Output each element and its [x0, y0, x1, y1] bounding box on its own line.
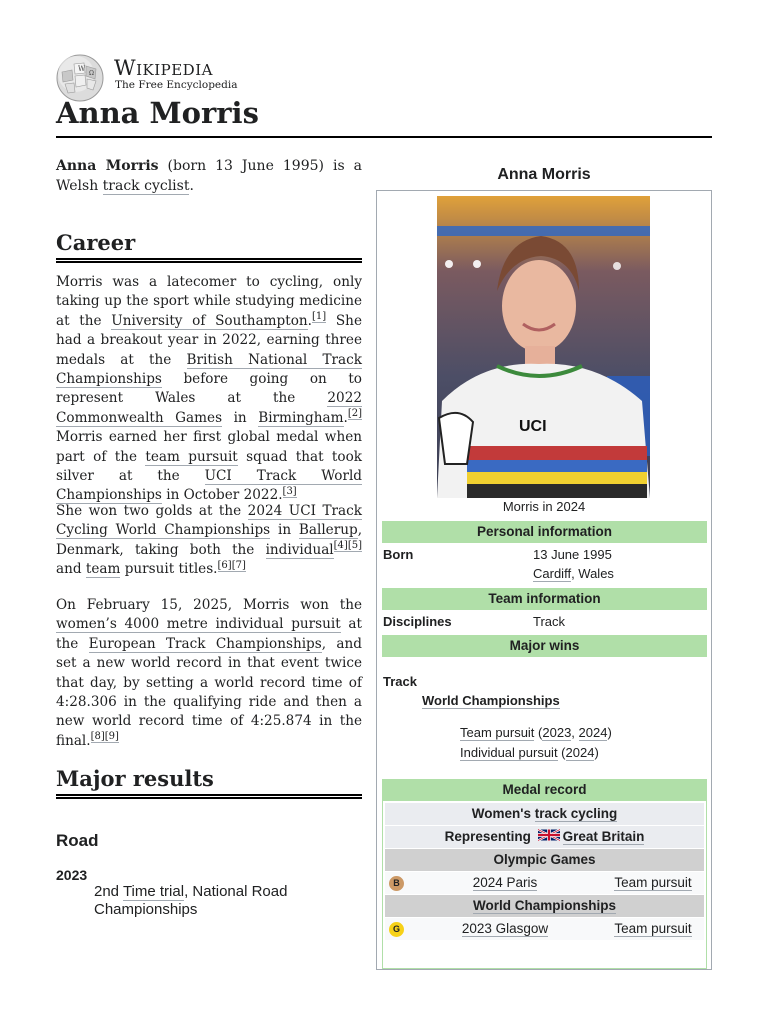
- section-heading-career: Career: [56, 230, 136, 255]
- wikipedia-globe-logo[interactable]: [56, 54, 104, 102]
- infobox-title: Anna Morris: [497, 166, 591, 183]
- link-individual[interactable]: individual: [265, 541, 334, 558]
- svg-text:W: W: [78, 65, 86, 73]
- result-prefix: 2nd: [94, 883, 123, 900]
- svg-text:UCI: UCI: [519, 418, 547, 435]
- section-heading-major-results: Major results: [56, 766, 214, 791]
- link-uci-track-world-championships[interactable]: UCI Track World Championships: [56, 468, 363, 504]
- link-european-track-championships[interactable]: European Track Championships: [88, 635, 322, 652]
- p2-text: She won two golds at the: [56, 503, 248, 519]
- label-track: Track: [383, 674, 417, 689]
- win2-paren: ): [594, 745, 599, 760]
- ref-2[interactable]: [2]: [347, 408, 362, 420]
- band-medal-record: Medal record: [382, 779, 707, 801]
- band-team-information: Team information: [382, 588, 707, 610]
- wc-event-cell: [425, 918, 585, 940]
- win1-paren: ): [607, 725, 612, 740]
- title-divider: [56, 136, 712, 138]
- olympics-discipline-cell: [593, 872, 713, 894]
- medal-row-sport: [385, 803, 704, 825]
- win1-paren: (: [534, 725, 543, 740]
- ref-3[interactable]: [3]: [282, 485, 297, 497]
- p3-text: at the: [56, 616, 363, 652]
- link-2023-glasgow[interactable]: 2023 Glasgow: [461, 921, 549, 936]
- ref-7[interactable]: [7]: [231, 559, 246, 571]
- medal-record-table: [382, 779, 707, 969]
- link-2024-uci-track-cycling-world-championships[interactable]: 2024 UCI Track Cycling World Championships: [56, 503, 362, 539]
- career-divider: [56, 258, 362, 263]
- infobox-photo[interactable]: [437, 196, 650, 498]
- link-olympics-team-pursuit[interactable]: Team pursuit: [614, 875, 692, 890]
- link-womens-4000m-individual-pursuit[interactable]: women’s 4000 metre individual pursuit: [56, 616, 341, 633]
- p2-text: in: [270, 522, 299, 539]
- medal-row-wc-entry: [385, 918, 704, 940]
- win-individual-pursuit: [460, 745, 599, 760]
- result-suffix: , National Road Championships: [94, 883, 288, 918]
- born-place-rest: , Wales: [571, 566, 614, 581]
- link-world-championships[interactable]: World Championships: [422, 693, 560, 708]
- p1-text: She had a breakout year in 2022, earning three medals at the: [56, 312, 362, 368]
- link-ballerup[interactable]: Ballerup: [298, 522, 358, 539]
- p1-text: .: [343, 409, 348, 426]
- p1-text: in October 2022.: [161, 487, 283, 504]
- label-disciplines: Disciplines: [383, 614, 452, 629]
- medal-row-olympic-games: Olympic Games: [385, 849, 704, 871]
- p2-text: , Denmark, taking both the: [56, 522, 363, 558]
- link-great-britain[interactable]: Great Britain: [562, 829, 645, 844]
- link-win-individual-pursuit[interactable]: Individual pursuit: [460, 745, 558, 760]
- medal-row-world-championships: [385, 895, 704, 917]
- wins-world-championships: [422, 693, 560, 708]
- link-medal-world-championships[interactable]: World Championships: [472, 898, 616, 913]
- infobox-caption: Morris in 2024: [502, 499, 586, 514]
- wikipedia-wordmark[interactable]: Wikipedia: [114, 56, 213, 80]
- gold-medal-icon: G: [389, 922, 404, 937]
- infobox: [376, 190, 712, 970]
- career-paragraph-3: [56, 596, 362, 751]
- link-wc-team-pursuit[interactable]: Team pursuit: [614, 921, 692, 936]
- link-win-2023[interactable]: 2023: [542, 725, 572, 740]
- lead-end: .: [189, 178, 194, 194]
- lead-bold-name: Anna Morris: [56, 158, 159, 174]
- ref-9[interactable]: [9]: [104, 731, 119, 743]
- band-major-wins: Major wins: [382, 635, 707, 657]
- link-2022-commonwealth-games[interactable]: 2022 Commonwealth Games: [56, 390, 362, 426]
- value-born-place: [533, 566, 614, 581]
- link-time-trial[interactable]: Time trial: [122, 883, 185, 900]
- subheading-road: Road: [56, 831, 99, 850]
- page-title: Anna Morris: [56, 96, 259, 130]
- ref-6[interactable]: [6]: [217, 559, 232, 571]
- win2-paren: (: [557, 745, 566, 760]
- link-win-team-pursuit[interactable]: Team pursuit: [460, 725, 535, 740]
- link-win2-2024[interactable]: 2024: [565, 745, 595, 760]
- medal-row-representing: [385, 826, 704, 848]
- wc-discipline-cell: [593, 918, 713, 940]
- link-birmingham[interactable]: Birmingham: [258, 409, 344, 426]
- p1-text: before going on to represent Wales at the: [56, 371, 362, 407]
- svg-text:Ω: Ω: [89, 70, 94, 77]
- p1-text: Morris earned her first global medal when part of the: [56, 429, 362, 465]
- ref-1[interactable]: [1]: [312, 311, 327, 323]
- value-disciplines: Track: [533, 614, 566, 629]
- link-win-2024[interactable]: 2024: [578, 725, 608, 740]
- link-2024-paris[interactable]: 2024 Paris: [472, 875, 538, 890]
- p1-text: Morris was a latecomer to cycling, only taking up the sport while studying medicine at the: [56, 274, 362, 329]
- ref-4[interactable]: [4]: [333, 540, 348, 552]
- band-personal-information: Personal information: [382, 521, 707, 543]
- link-track-cycling[interactable]: track cycling: [534, 806, 618, 821]
- p2-text: and: [56, 561, 86, 578]
- result-entry: [94, 883, 334, 919]
- lead-text: (born 13 June 1995) is a Welsh: [56, 158, 362, 194]
- career-paragraph-1: [56, 273, 362, 506]
- value-born-date: 13 June 1995: [533, 547, 612, 562]
- p1-text: squad that took silver at the: [56, 448, 363, 485]
- p1-text: .: [307, 312, 312, 329]
- wikipedia-tagline: The Free Encyclopedia: [115, 79, 238, 91]
- lead-paragraph: [56, 156, 362, 196]
- p1-text: in: [222, 409, 259, 426]
- career-paragraph-2: [56, 502, 362, 580]
- win1-sep: ,: [571, 725, 579, 740]
- medal-row-olympic-entry: [385, 872, 704, 894]
- olympics-event-cell: [425, 872, 585, 894]
- label-born: Born: [383, 547, 414, 562]
- link-university-of-southampton[interactable]: University of Southampton: [111, 312, 308, 329]
- ref-8[interactable]: [8]: [90, 731, 105, 743]
- representing-label: Representing: [444, 829, 531, 844]
- ref-5[interactable]: [5]: [347, 540, 362, 552]
- major-results-divider: [56, 794, 362, 799]
- p3-text: , and set a new world record in that event twice that day, by setting a world record time of 4:28.306 in the qualifying ride and then a new world record time of 4:25.874 in the final.: [56, 635, 362, 749]
- womens-prefix: Women's: [471, 806, 535, 821]
- bronze-medal-icon: B: [389, 876, 404, 891]
- win-team-pursuit: [460, 725, 612, 740]
- link-british-national-track-championships[interactable]: British National Track Championships: [56, 351, 362, 388]
- link-track-cyclist[interactable]: track cyclist: [102, 178, 190, 194]
- p2-text: pursuit titles.: [120, 561, 218, 578]
- link-team[interactable]: team: [85, 561, 121, 578]
- p3-text: On February 15, 2025, Morris won the: [56, 597, 362, 613]
- link-team-pursuit[interactable]: team pursuit: [145, 448, 238, 465]
- uk-flag-icon: [538, 826, 560, 848]
- link-cardiff[interactable]: Cardiff: [533, 566, 572, 581]
- result-year: 2023: [56, 867, 88, 883]
